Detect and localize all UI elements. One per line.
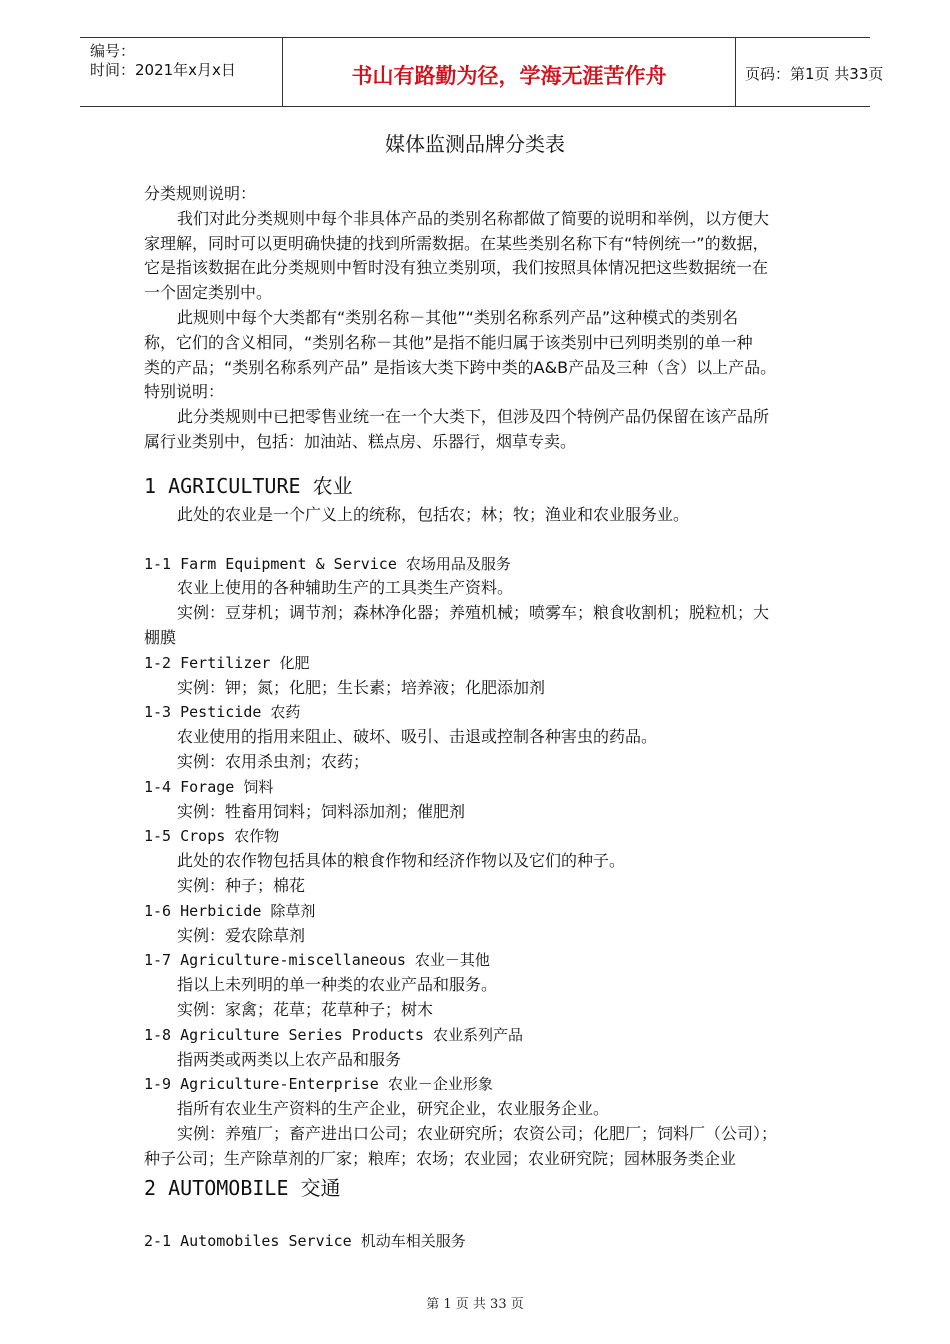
- section-heading-agriculture: 1 AGRICULTURE 农业: [144, 473, 353, 498]
- spacer: [144, 528, 824, 552]
- category-heading: 1-2 Fertilizer 化肥: [144, 653, 310, 672]
- paragraph-line: 称，它们的含义相同，“类别名称－其他”是指不能归属于该类别中已列明类别的单一种: [144, 332, 753, 352]
- category-examples: 实例：农用杀虫剂；农药；: [177, 751, 370, 771]
- spacer: [144, 1205, 824, 1229]
- category-heading: 1-4 Forage 饲料: [144, 777, 274, 796]
- category-examples: 实例：爱农除草剂: [177, 925, 306, 945]
- category-examples: 实例：种子；棉花: [177, 875, 306, 895]
- header-left-cell: [80, 38, 282, 106]
- paragraph-line: 我们对此分类规则中每个非具体产品的类别名称都做了简要的说明和举例，以方便大: [177, 208, 770, 228]
- paragraph-line: 此规则中每个大类都有“类别名称－其他”“类别名称系列产品”这种模式的类别名: [177, 307, 739, 327]
- category-description: 指以上未列明的单一种类的农业产品和服务。: [177, 975, 498, 995]
- category-description: 农业上使用的各种辅助生产的工具类生产资料。: [177, 578, 514, 598]
- document-title: 媒体监测品牌分类表: [385, 132, 565, 156]
- category-examples: 实例：牲畜用饲料；饲料添加剂；催肥剂: [177, 801, 466, 821]
- category-examples: 实例：钾；氮；化肥；生长素；培养液；化肥添加剂: [177, 677, 546, 697]
- document-body: [144, 182, 824, 1254]
- category-examples: 棚膜: [144, 627, 177, 647]
- category-heading: 1-8 Agriculture Series Products 农业系列产品: [144, 1025, 523, 1044]
- header-table: [80, 37, 884, 107]
- paragraph-line: 属行业类别中，包括：加油站、糕点房、乐器行，烟草专卖。: [144, 431, 577, 451]
- category-heading: 1-3 Pesticide 农药: [144, 703, 301, 722]
- category-heading: 1-9 Agriculture-Enterprise 农业－企业形象: [144, 1075, 493, 1094]
- paragraph-line: 它是指该数据在此分类规则中暂时没有独立类别项，我们按照具体情况把这些数据统一在: [144, 258, 769, 278]
- category-examples: 实例：豆芽机；调节剂；森林净化器；养殖机械；喷雾车；粮食收割机；脱粒机；大: [177, 603, 770, 623]
- category-heading: 1-5 Crops 农作物: [144, 827, 280, 846]
- category-description: 指所有农业生产资料的生产企业，研究企业，农业服务企业。: [177, 1099, 610, 1119]
- header-right-cell: [735, 38, 884, 106]
- header-page-label: 页码：第1页 共33页: [745, 65, 884, 83]
- paragraph-line: 类的产品；“类别名称系列产品” 是指该大类下跨中类的A&B产品及三种（含）以上产品。: [144, 357, 777, 377]
- category-examples: 实例：养殖厂；畜产进出口公司；农业研究所；农资公司；化肥厂；饲料厂（公司）；: [177, 1123, 778, 1143]
- page-footer: 第 1 页 共 33 页: [426, 1297, 524, 1312]
- category-description: 此处的农作物包括具体的粮食作物和经济作物以及它们的种子。: [177, 851, 626, 871]
- paragraph-line: 家理解，同时可以更明确快捷的找到所需数据。在某些类别名称下有“特例统一”的数据，: [144, 233, 769, 253]
- section-description: 此处的农业是一个广义上的统称，包括农；林；牧；渔业和农业服务业。: [177, 504, 690, 524]
- category-heading: 2-1 Automobiles Service 机动车相关服务: [144, 1232, 466, 1251]
- category-heading: 1-1 Farm Equipment & Service 农场用品及服务: [144, 554, 511, 573]
- paragraph-line: 此分类规则中已把零售业统一在一个大类下，但涉及四个特例产品仍保留在该产品所: [177, 407, 770, 427]
- paragraph-line: 一个固定类别中。: [144, 283, 273, 303]
- time-label: 时间：2021年x月x日: [90, 61, 236, 79]
- special-heading: 特别说明：: [144, 382, 225, 402]
- category-description: 农业使用的指用来阻止、破坏、吸引、击退或控制各种害虫的药品。: [177, 727, 658, 747]
- header-middle-cell: [282, 38, 736, 106]
- category-description: 指两类或两类以上农产品和服务: [177, 1049, 402, 1069]
- category-heading: 1-7 Agriculture-miscellaneous 农业－其他: [144, 951, 490, 970]
- section-heading-automobile: 2 AUTOMOBILE 交通: [144, 1176, 341, 1201]
- category-examples: 种子公司；生产除草剂的厂家；粮库；农场；农业园；农业研究院；园林服务类企业: [144, 1148, 737, 1168]
- motto: 书山有路勤为径，学海无涯苦作舟: [351, 63, 667, 88]
- serial-label: 编号：: [90, 42, 136, 60]
- category-heading: 1-6 Herbicide 除草剂: [144, 901, 316, 920]
- rules-heading: 分类规则说明：: [144, 184, 257, 203]
- category-examples: 实例：家禽；花草；花草种子；树木: [177, 999, 434, 1019]
